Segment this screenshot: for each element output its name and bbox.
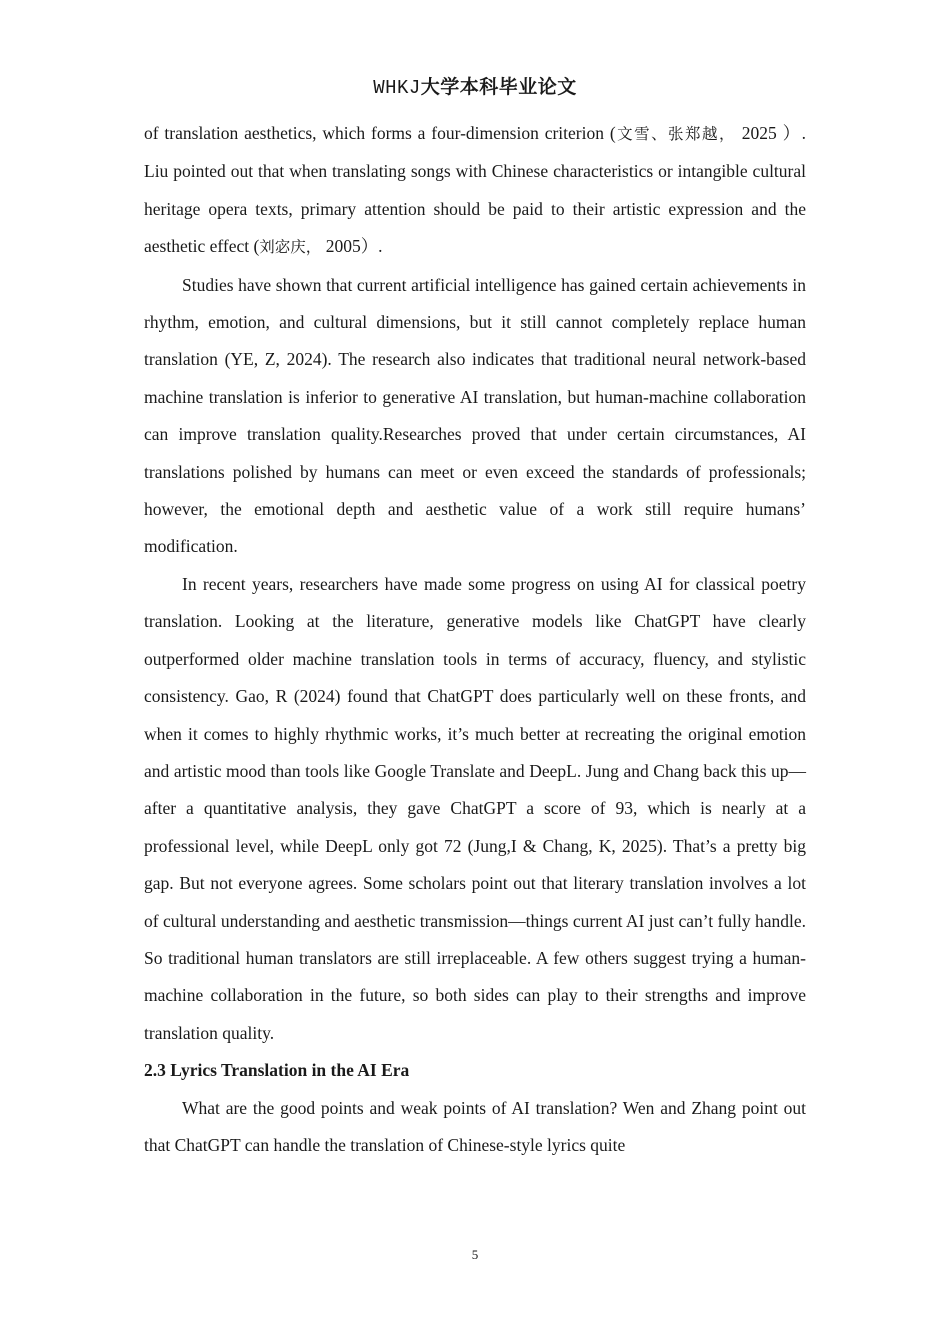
body-text [144, 115, 806, 1164]
running-header [0, 74, 950, 101]
text-segment: 2005）. [321, 236, 383, 257]
header-university-code: WHKJ [373, 77, 421, 99]
header-thesis-title: 大学本科毕业论文 [420, 76, 577, 98]
section-heading: 2.3 Lyrics Translation in the AI Era [144, 1060, 410, 1081]
paragraph-continued [144, 115, 806, 267]
paragraph-classical-poetry: In recent years, researchers have made some progress on using AI for classical poetry translation. Looking at the literature, generative models like ChatGPT have clearly outperformed older machine translation tools in terms of accuracy, fluency, and stylistic consistency. Gao, R (2024) found that ChatGPT does particularly well on these fronts, and when it comes to highly rhythmic works, it’s much better at recreating the original emotion and artistic mood than tools like Google Translate and DeepL. Jung and Chang back this up—after a quantitative analysis, they gave ChatGPT a score of 93, which is nearly at a professional level, while DeepL only got 72 (Jung,I & Chang, K, 2025). That’s a pretty big gap. But not everyone agrees. Some scholars point out that literary translation involves a lot of cultural understanding and aesthetic transmission—things current AI just can’t fully handle. So traditional human translators are still irreplaceable. A few others suggest trying a human-machine collaboration in the future, so both sides can play to their strengths and improve translation quality. [144, 573, 806, 1043]
paragraph-lyrics-translation: What are the good points and weak points of AI translation? Wen and Zhang point out that ChatGPT can handle the translation of Chinese-style lyrics quite [144, 1097, 806, 1155]
citation-author-cjk: 文雪、张郑越， [615, 125, 736, 143]
text-segment: 2025 ）. Liu pointed out that when translating songs with Chinese characteristics or intangible cultural heritage opera texts, primary attention should be paid to their artistic expression and the aesthetic effect ( [144, 123, 806, 257]
paragraph-ai-achievements: Studies have shown that current artificial intelligence has gained certain achievements in rhythm, emotion, and cultural dimensions, but it still cannot completely replace human translation (YE, Z, 2024). The research also indicates that traditional neural network-based machine translation is inferior to generative AI translation, but human-machine collaboration can improve translation quality.Researches proved that under certain circumstances, AI translations polished by humans can meet or even exceed the standards of professionals; however, the emotional depth and aesthetic value of a work still require humans’ modification. [144, 274, 806, 557]
text-segment: of translation aesthetics, which forms a four-dimension criterion ( [144, 123, 616, 143]
page-number: 5 [471, 1247, 479, 1262]
citation-author-cjk: 刘宓庆， [259, 238, 322, 257]
